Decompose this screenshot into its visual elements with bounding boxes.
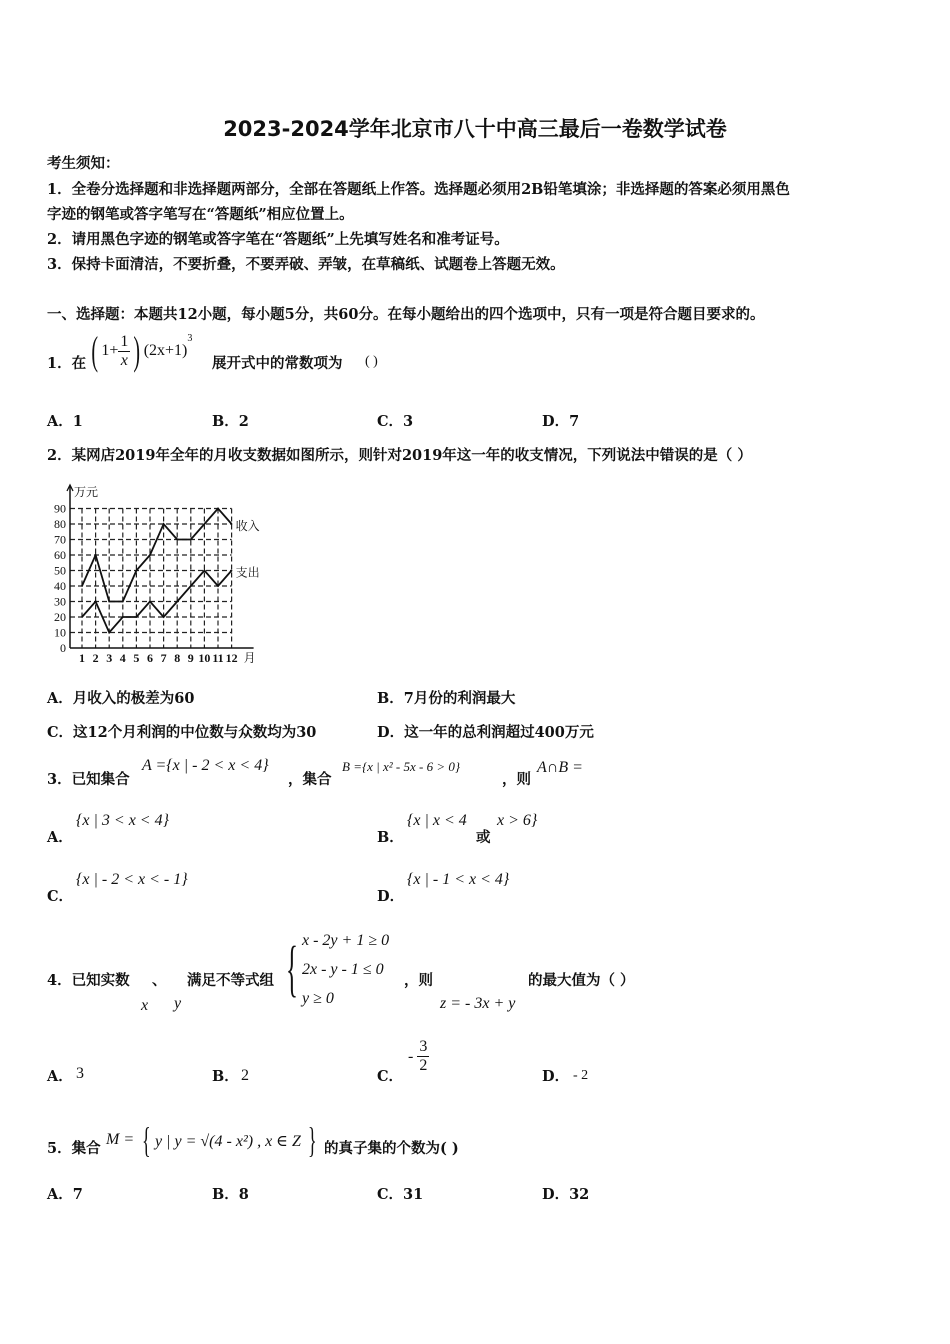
q4-ineq-2: 2x - y - 1 ≤ 0 (302, 961, 384, 978)
q1-fraction: $\frac{1}{x}$ (120, 332, 129, 369)
q3-option-b-or: 或 (476, 829, 491, 846)
data-point (108, 601, 110, 603)
q4-option-d-label: D． (542, 1068, 570, 1085)
section-heading: 一、选择题：本题共12小题，每小题5分，共60分。在每小题给出的四个选项中，只有一项是符合题目要求的。 (47, 306, 765, 323)
data-point (81, 616, 83, 618)
data-point (136, 570, 138, 572)
q1-option-c: C．3 (377, 413, 414, 430)
y-tick-label: 80 (54, 517, 66, 531)
q2-option-b: B．7月份的利润最大 (377, 690, 516, 707)
q3-option-a-value: {x | 3 < x < 4} (76, 812, 169, 829)
data-point (122, 601, 124, 603)
q4-option-c-fraction: $\frac{3}{2}$ (419, 1038, 428, 1074)
notice-heading: 考生须知： (47, 155, 120, 172)
data-point (81, 585, 83, 587)
q1-option-b: B．2 (212, 413, 249, 430)
q4-option-b-value: 2 (241, 1067, 249, 1084)
q1-option-a: A．1 (47, 413, 83, 430)
q4-middle: 满足不等式组 (187, 972, 274, 989)
data-point (231, 570, 233, 572)
data-point (217, 585, 219, 587)
q2-option-d: D．这一年的总利润超过400万元 (377, 724, 594, 741)
series-label: 收入 (235, 519, 260, 533)
q5-brace-left: { (142, 1120, 151, 1160)
q5-brace-right: } (308, 1120, 317, 1160)
q4-option-c-value: - $\frac{3}{2}$ (408, 1038, 428, 1074)
y-tick-label: 90 (54, 501, 66, 516)
x-tick-label: 6 (147, 651, 153, 665)
q4-brace: { (286, 935, 298, 1003)
notice-line-4: 3．保持卡面清洁，不要折叠，不要弄破、弄皱，在草稿纸、试题卷上答题无效。 (47, 256, 565, 273)
q5-option-a: A．7 (47, 1186, 83, 1203)
q4-option-b-label: B． (212, 1068, 239, 1085)
q4-suffix: 的最大值为（ ） (528, 972, 635, 989)
x-tick-label: 7 (160, 651, 167, 665)
q4-objective: z = - 3x + y (440, 995, 516, 1012)
q4-then: ，则 (404, 972, 433, 989)
q3-option-c-label: C． (47, 888, 74, 905)
q2-text: 2．某网店2019年全年的月收支数据如图所示，则针对2019年这一年的收支情况，下列说法中错误的是（ ） (47, 447, 752, 464)
y-axis-label: 万元 (74, 485, 99, 499)
x-axis-label: 月 (243, 651, 256, 665)
data-point (176, 601, 178, 603)
x-tick-label: 9 (187, 651, 194, 665)
q3-option-b-value2: x > 6} (497, 812, 538, 829)
x-tick-label: 3 (106, 651, 113, 665)
q2-option-c: C．这12个月利润的中位数与众数均为30 (47, 724, 317, 741)
q5-option-c: C．31 (377, 1186, 424, 1203)
q1-option-d: D．7 (542, 413, 580, 430)
q5-option-d: D．32 (542, 1186, 590, 1203)
data-point (149, 554, 151, 556)
y-tick-label: 30 (54, 594, 66, 609)
x-tick-label: 2 (92, 651, 99, 665)
x-tick-label: 12 (225, 651, 238, 665)
q1-expression: ( 1+ $\frac{1}{x}$ ) (2x+1) 3 (91, 328, 193, 373)
q4-sep: 、 (152, 972, 167, 989)
data-point (136, 616, 138, 618)
data-point (190, 539, 192, 541)
q3-mid: ，集合 (288, 771, 332, 788)
q1-prefix: 1．在 (47, 355, 87, 372)
x-tick-label: 1 (79, 651, 85, 665)
data-point (190, 585, 192, 587)
q4-option-c-label: C． (377, 1068, 404, 1085)
q3-option-b-value: {x | x < 4 (407, 812, 467, 829)
series-label: 支出 (235, 565, 260, 580)
x-tick-label: 11 (212, 651, 224, 665)
data-point (204, 570, 206, 572)
data-point (204, 523, 206, 525)
y-tick-label: 40 (54, 579, 66, 593)
q3-option-c-value: {x | - 2 < x < - 1} (76, 871, 188, 888)
x-tick-label: 10 (198, 651, 211, 665)
q3-option-d-label: D． (377, 888, 405, 905)
data-point (95, 554, 97, 556)
y-tick-label: 10 (54, 625, 66, 640)
data-point (163, 523, 165, 525)
q3-prefix: 3．已知集合 (47, 771, 130, 788)
notice-line-2: 字迹的钢笔或答字笔写在“答题纸”相应位置上。 (47, 206, 354, 223)
page-title: 2023-2024学年北京市八十中高三最后一卷数学试卷 (223, 117, 727, 141)
data-point (122, 616, 124, 618)
x-tick-label: 5 (133, 651, 140, 665)
q3-ask: A∩B = (537, 759, 583, 776)
q3-option-b-label: B． (377, 829, 404, 846)
notice-line-3: 2．请用黑色字迹的钢笔或答字笔在“答题纸”上先填写姓名和准考证号。 (47, 231, 509, 248)
q5-body: y | y = √(4 - x²) , x ∈ Z (155, 1133, 301, 1150)
q4-var-x: x (141, 997, 149, 1014)
data-point (149, 601, 151, 603)
q4-var-y: y (174, 995, 182, 1012)
data-point (95, 601, 97, 603)
x-tick-label: 8 (174, 651, 181, 665)
q5-prefix: 5．集合 (47, 1140, 101, 1157)
q4-ineq-1: x - 2y + 1 ≥ 0 (302, 932, 390, 949)
notice-line-1: 1．全卷分选择题和非选择题两部分，全部在答题纸上作答。选择题必须用2B铅笔填涂；非选择题的答案必须用黑色 (47, 181, 790, 198)
data-point (176, 539, 178, 541)
q3-option-d-value: {x | - 1 < x < 4} (407, 871, 510, 888)
q4-option-a-label: A． (47, 1068, 73, 1085)
q4-option-a-value: 3 (76, 1065, 84, 1082)
data-point (217, 508, 219, 510)
y-tick-label: 50 (54, 563, 66, 578)
q3-option-a-label: A． (47, 829, 73, 846)
x-tick-label: 4 (119, 651, 126, 665)
q1-suffix: 展开式中的常数项为 (212, 355, 343, 372)
data-point (231, 523, 233, 525)
q1-blank: ( ) (365, 354, 378, 369)
q5-option-b: B．8 (212, 1186, 249, 1203)
q3-set-b: B ={x | x² - 5x - 6 > 0} (342, 759, 461, 774)
data-point (163, 616, 165, 618)
q3-then: ，则 (502, 771, 531, 788)
y-tick-label: 20 (54, 610, 66, 624)
q4-option-d-value: - 2 (573, 1068, 589, 1083)
q4-prefix: 4．已知实数 (47, 972, 130, 989)
data-point (108, 632, 110, 634)
y-tick-label: 70 (54, 532, 66, 547)
income-expense-chart (40, 482, 300, 672)
q5-set: M = (106, 1131, 135, 1148)
y-tick-label: 60 (54, 548, 66, 562)
q5-suffix: 的真子集的个数为( ) (324, 1140, 459, 1157)
q3-set-a: A ={x | - 2 < x < 4} (142, 757, 269, 774)
q2-option-a: A．月收入的极差为60 (47, 690, 195, 707)
q4-ineq-3: y ≥ 0 (302, 990, 334, 1007)
y-tick-label: 0 (60, 641, 66, 655)
